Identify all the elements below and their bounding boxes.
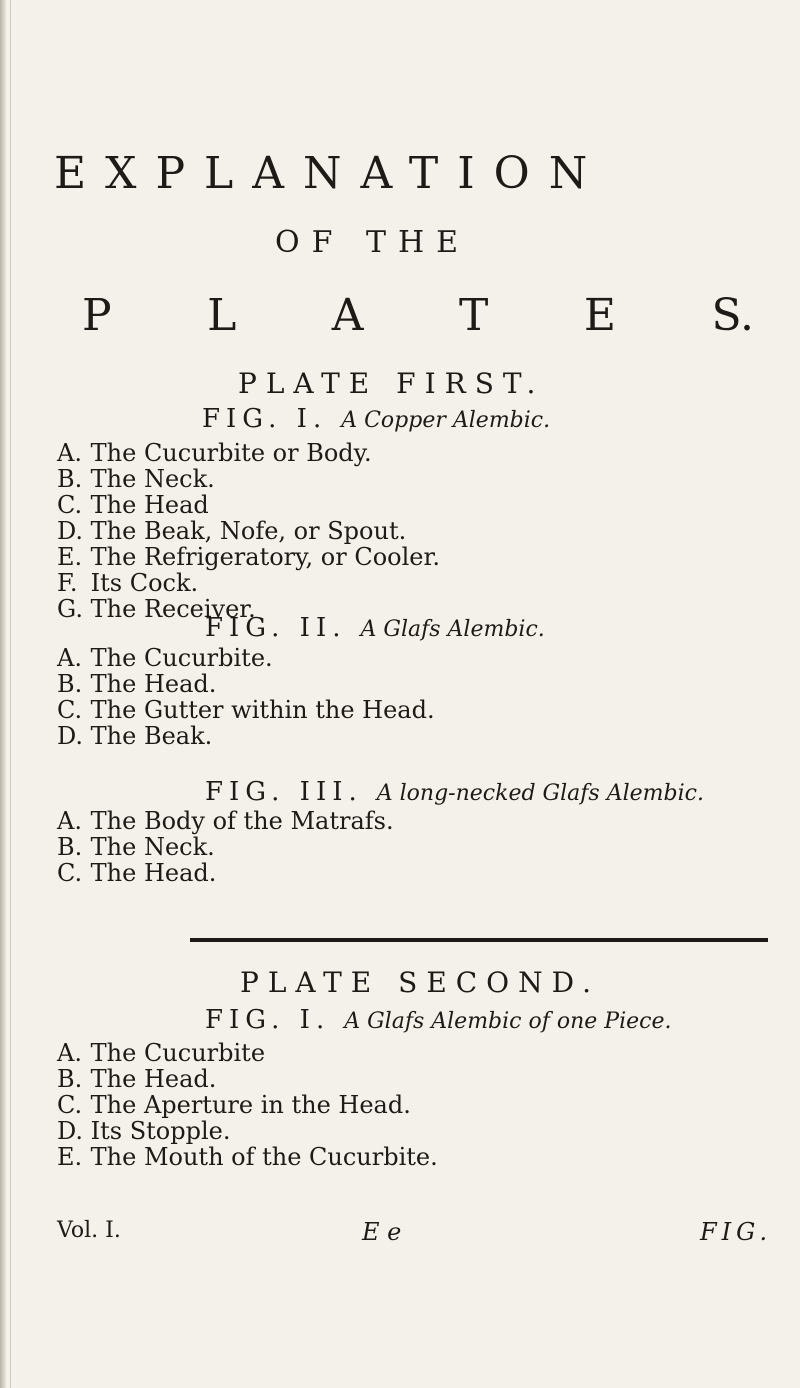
title-of-the: OF THE: [275, 225, 471, 260]
list-item: A. The Body of the Matrafs.: [57, 807, 394, 835]
fig-label: FIG. I.: [205, 1005, 331, 1035]
list-item: D. The Beak.: [57, 722, 213, 750]
fig-label: FIG. III.: [205, 777, 363, 807]
list-item: G. The Receiver.: [57, 595, 256, 623]
title-plates-letter: E: [583, 290, 616, 341]
fig-item-list: [57, 808, 394, 886]
list-item: C. The Head: [57, 491, 209, 519]
fig-heading: [202, 404, 550, 434]
title-plates-letter: L: [207, 290, 237, 341]
fig-caption: A Glafs Alembic.: [360, 617, 545, 642]
list-item: C. The Gutter within the Head.: [57, 696, 435, 724]
fig-heading: [205, 1005, 672, 1035]
volume-number: Vol. I.: [57, 1218, 121, 1243]
list-item: C. The Aperture in the Head.: [57, 1091, 411, 1119]
list-item: A. The Cucurbite.: [57, 644, 273, 672]
fig-heading: [205, 777, 704, 807]
list-item: D. The Beak, Nofe, or Spout.: [57, 517, 407, 545]
list-item: E. The Refrigeratory, or Cooler.: [57, 543, 440, 571]
plate-second-heading: PLATE SECOND.: [240, 966, 600, 999]
fig-caption: A Copper Alembic.: [341, 408, 551, 433]
fig-caption: A long-necked Glafs Alembic.: [376, 781, 704, 806]
list-item: B. The Neck.: [57, 465, 215, 493]
list-item: F. Its Cock.: [57, 569, 199, 597]
plate-first-heading: PLATE FIRST.: [238, 367, 545, 400]
page-edge: [0, 0, 6, 1388]
title-plates-letter: T: [459, 290, 489, 341]
list-item: D. Its Stopple.: [57, 1117, 231, 1145]
title-plates-letter: P: [82, 290, 112, 341]
fig-label: FIG. I.: [202, 404, 328, 434]
list-item: E. The Mouth of the Cucurbite.: [57, 1143, 438, 1171]
title-plates-letter: A: [331, 290, 364, 341]
catchword: FIG.: [700, 1218, 773, 1246]
fig-item-list: [57, 1040, 438, 1170]
list-item: B. The Head.: [57, 1065, 217, 1093]
list-item: B. The Head.: [57, 670, 217, 698]
title-plates-letter: S.: [711, 290, 754, 341]
list-item: B. The Neck.: [57, 833, 215, 861]
list-item: A. The Cucurbite or Body.: [57, 439, 372, 467]
fig-item-list: [57, 440, 440, 622]
fig-caption: A Glafs Alembic of one Piece.: [344, 1009, 672, 1034]
section-divider: [190, 938, 768, 942]
page-edge-line: [10, 0, 11, 1388]
fig-item-list: [57, 645, 435, 749]
fig-label: FIG. II.: [205, 613, 347, 643]
list-item: A. The Cucurbite: [57, 1039, 266, 1067]
signature-mark: E e: [362, 1218, 402, 1246]
fig-heading: [205, 613, 545, 643]
list-item: C. The Head.: [57, 859, 217, 887]
title-plates: [82, 290, 754, 341]
title-explanation: EXPLANATION: [54, 148, 607, 199]
